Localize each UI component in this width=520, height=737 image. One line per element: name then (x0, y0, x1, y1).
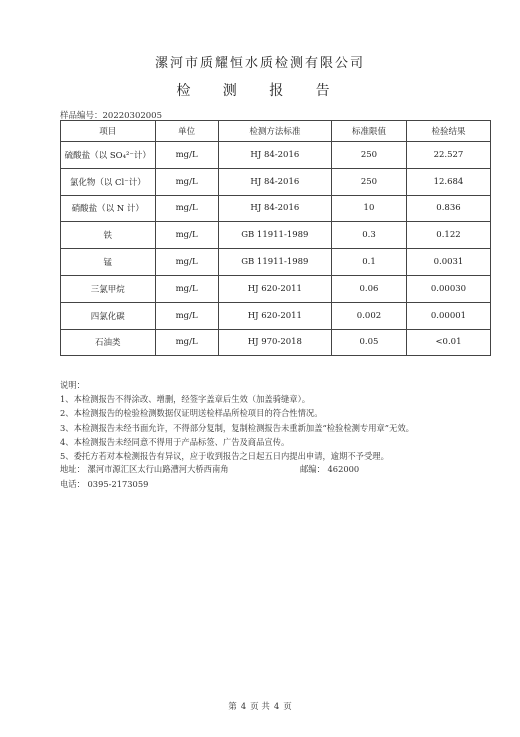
cell-item: 石油类 (61, 329, 156, 356)
cell-unit: mg/L (155, 195, 218, 222)
page-end: 页 (283, 702, 292, 712)
results-table (60, 120, 491, 356)
table-row (61, 168, 491, 195)
cell-unit: mg/L (155, 275, 218, 302)
cell-unit: mg/L (155, 142, 218, 169)
cell-unit: mg/L (155, 222, 218, 249)
cell-result: 0.00030 (406, 275, 490, 302)
note-item: 4、本检测报告未经同意不得用于产品标签、广告及商品宣传。 (60, 436, 290, 447)
cell-result: 0.836 (406, 195, 490, 222)
cell-unit: mg/L (155, 329, 218, 356)
cell-method: HJ 620-2011 (218, 275, 331, 302)
page-current: 4 (240, 702, 247, 712)
page-footer (0, 700, 520, 712)
cell-item: 硫酸盐（以 SO₄²⁻计） (61, 142, 156, 169)
header-unit: 单位 (155, 121, 218, 142)
table-row (61, 195, 491, 222)
cell-item: 三氯甲烷 (61, 275, 156, 302)
contact-address: 地址： 漯河市源汇区太行山路漕河大桥西南角 (60, 464, 229, 474)
table-row (61, 302, 491, 329)
table-row (61, 275, 491, 302)
note-item: 3、本检测报告未经书面允许，不得部分复制，复制检测报告未重新加盖“检验检测专用章”无效。 (60, 422, 414, 433)
notes-heading: 说明： (60, 380, 85, 390)
report-title: 检 测 报 告 (176, 83, 344, 99)
header-result: 检验结果 (406, 121, 490, 142)
cell-item: 氯化物（以 Cl⁻计） (61, 168, 156, 195)
cell-item: 硝酸盐（以 N 计） (61, 195, 156, 222)
table-row (61, 142, 491, 169)
cell-limit: 250 (331, 168, 406, 195)
contact-postal: 邮编： 462000 (300, 464, 360, 474)
cell-method: HJ 84-2016 (218, 168, 331, 195)
contact-phone: 电话： 0395-2173059 (60, 479, 149, 489)
cell-limit: 0.1 (331, 249, 406, 276)
cell-method: HJ 84-2016 (218, 142, 331, 169)
cell-limit: 250 (331, 142, 406, 169)
page-label: 第 (228, 702, 237, 712)
header-item: 项目 (61, 121, 156, 142)
cell-unit: mg/L (155, 302, 218, 329)
note-item: 1、本检测报告不得涂改、增删，经签字盖章后生效（加盖骑缝章）。 (60, 394, 311, 405)
cell-result: 12.684 (406, 168, 490, 195)
company-name: 漯河市质耀恒水质检测有限公司 (154, 56, 365, 71)
cell-limit: 10 (331, 195, 406, 222)
cell-result: <0.01 (406, 329, 490, 356)
cell-method: HJ 84-2016 (218, 195, 331, 222)
contact-address-line (60, 463, 360, 475)
cell-result: 0.00001 (406, 302, 490, 329)
cell-limit: 0.05 (331, 329, 406, 356)
cell-unit: mg/L (155, 168, 218, 195)
cell-item: 四氯化碳 (61, 302, 156, 329)
cell-result: 0.0031 (406, 249, 490, 276)
table-row (61, 329, 491, 356)
note-item: 2、本检测报告的检验检测数据仅证明送检样品所检项目的符合性情况。 (60, 408, 323, 419)
table-row (61, 249, 491, 276)
cell-result: 0.122 (406, 222, 490, 249)
table-header-row (61, 121, 491, 142)
sample-number: 样品编号：20220302005 (60, 111, 162, 121)
results-body (61, 142, 491, 356)
cell-limit: 0.3 (331, 222, 406, 249)
table-row (61, 222, 491, 249)
cell-item: 锰 (61, 249, 156, 276)
notes-section (60, 378, 500, 463)
note-item: 5、委托方若对本检测报告有异议，应于收到报告之日起五日内提出申请，逾期不予受理。 (60, 451, 389, 462)
cell-unit: mg/L (155, 249, 218, 276)
cell-limit: 0.002 (331, 302, 406, 329)
cell-limit: 0.06 (331, 275, 406, 302)
cell-result: 22.527 (406, 142, 490, 169)
cell-method: HJ 620-2011 (218, 302, 331, 329)
cell-method: GB 11911-1989 (218, 222, 331, 249)
page-total: 4 (273, 702, 280, 712)
header-limit: 标准限值 (331, 121, 406, 142)
cell-item: 铁 (61, 222, 156, 249)
page-mid: 页 共 (250, 702, 270, 712)
header-method: 检测方法标准 (218, 121, 331, 142)
cell-method: GB 11911-1989 (218, 249, 331, 276)
cell-method: HJ 970-2018 (218, 329, 331, 356)
